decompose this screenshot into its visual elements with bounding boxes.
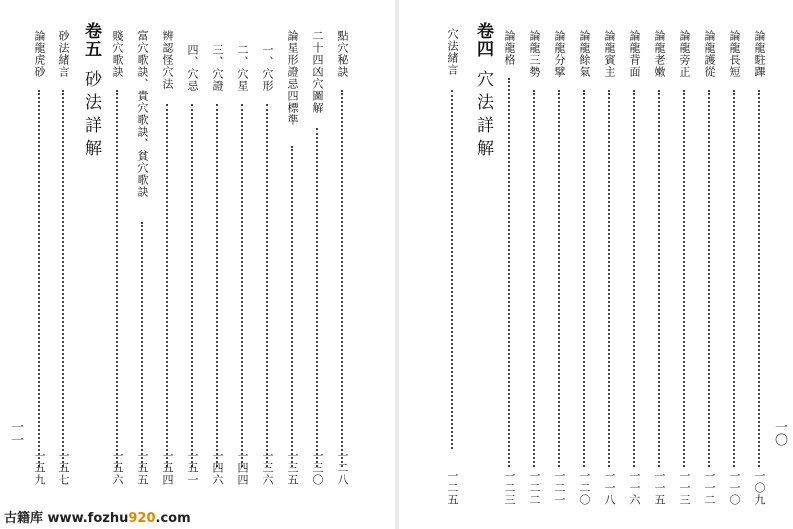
volume-heading [470,22,496,162]
toc-leader [583,90,585,467]
volume-name: 穴法詳解 [473,70,493,162]
volume-heading [78,22,104,162]
toc-page-number: 一一五 [653,470,666,506]
right-page-folio: 一〇 [772,420,787,446]
toc-page-number: 一一八 [603,470,616,506]
left-page-folio: 一一 [8,420,23,446]
toc-entry-title: 賤穴歌訣 [111,30,124,78]
toc-leader [216,104,218,467]
toc-page-number: 一三六 [261,450,274,486]
toc-leader [608,90,610,467]
toc-leader [508,78,510,467]
toc-entry-title: 二、穴星 [236,44,249,92]
watermark-url-suffix: .com [155,511,191,526]
watermark-name: 古籍库 [4,511,44,526]
toc-page-number: 一二二 [528,470,541,506]
watermark-url-accent: 920 [128,511,156,526]
toc-page-number: 一二三 [503,470,516,506]
toc-entry-title: 論龍護從 [703,30,716,78]
toc-page-number: 一三〇 [311,450,324,486]
toc-entry-title: 論龍分擘 [553,30,566,78]
toc-leader [733,90,735,467]
volume-label: 卷四 [473,22,493,58]
toc-leader [633,90,635,467]
toc-entry-title: 辨認怪穴法 [161,30,174,90]
toc-page-number: 一五五 [136,450,149,486]
toc-leader [451,90,453,449]
toc-entry-title: 論星形證忌四標準 [286,30,299,126]
toc-page-number: 一三五 [286,450,299,486]
toc-entry-title: 四、穴忌 [186,44,199,92]
toc-entry-title: 論龍三勢 [528,30,541,78]
toc-entry-title: 論龍駐蹕 [753,30,766,78]
toc-page-number: 一一三 [678,470,691,506]
volume-label: 卷五 [81,22,101,58]
toc-leader [62,90,64,467]
toc-page-number: 一二一 [553,470,566,506]
page-gutter [395,0,399,529]
toc-leader [191,104,193,467]
toc-entry-title: 砂法緒言 [57,30,70,78]
toc-leader [166,104,168,467]
toc-leader [533,90,535,467]
toc-page-number: 一一六 [628,470,641,506]
watermark-url-prefix: www.fozhu [47,511,129,526]
toc-entry-title: 富穴歌訣、貴穴歌訣、貧穴歌訣 [136,30,149,198]
toc-leader [38,90,40,467]
toc-entry-title: 二十四凶穴圖解 [311,30,324,114]
toc-leader [708,90,710,467]
toc-page-number: 一五六 [111,450,124,486]
toc-leader [141,222,143,467]
toc-page-number: 一五一 [186,450,199,486]
toc-entry-title: 論龍餘氣 [578,30,591,78]
toc-page-number: 一四四 [236,450,249,486]
toc-page-number: 一一〇 [728,470,741,506]
toc-leader [341,90,343,467]
toc-leader [266,104,268,467]
toc-entry-title: 論龍長短 [728,30,741,78]
toc-leader [241,104,243,467]
toc-page-number: 一〇九 [753,470,766,506]
toc-entry-title: 論龍虎砂 [33,30,46,78]
toc-page-number: 一五四 [161,450,174,486]
toc-page-number: 一二五 [446,470,459,506]
toc-page-number: 一五九 [33,450,46,486]
site-watermark [0,509,234,529]
toc-entry-title: 論龍賓主 [603,30,616,78]
toc-page-number: 一五七 [57,450,70,486]
toc-leader [316,128,318,467]
toc-leader [291,146,293,467]
toc-entry-title: 論龍格 [503,30,516,66]
toc-leader [758,90,760,467]
volume-name: 砂法詳解 [81,70,101,162]
toc-entry-title: 論龍老嫩 [653,30,666,78]
toc-entry-title: 三、穴證 [211,44,224,92]
toc-leader [683,90,685,467]
toc-page-number: 一一二 [703,470,716,506]
toc-entry-title: 一、穴形 [261,44,274,92]
toc-entry-title: 論龍背面 [628,30,641,78]
toc-page-number: 一二八 [336,450,349,486]
toc-leader [116,90,118,467]
toc-entry-title: 論龍旁正 [678,30,691,78]
toc-page-number: 一四六 [211,450,224,486]
toc-leader [658,90,660,467]
toc-entry-title: 點穴秘訣 [336,30,349,78]
toc-leader [558,90,560,467]
toc-page-number: 一二〇 [578,470,591,506]
watermark-url [48,511,191,526]
toc-entry-title: 穴法緒言 [446,28,459,76]
